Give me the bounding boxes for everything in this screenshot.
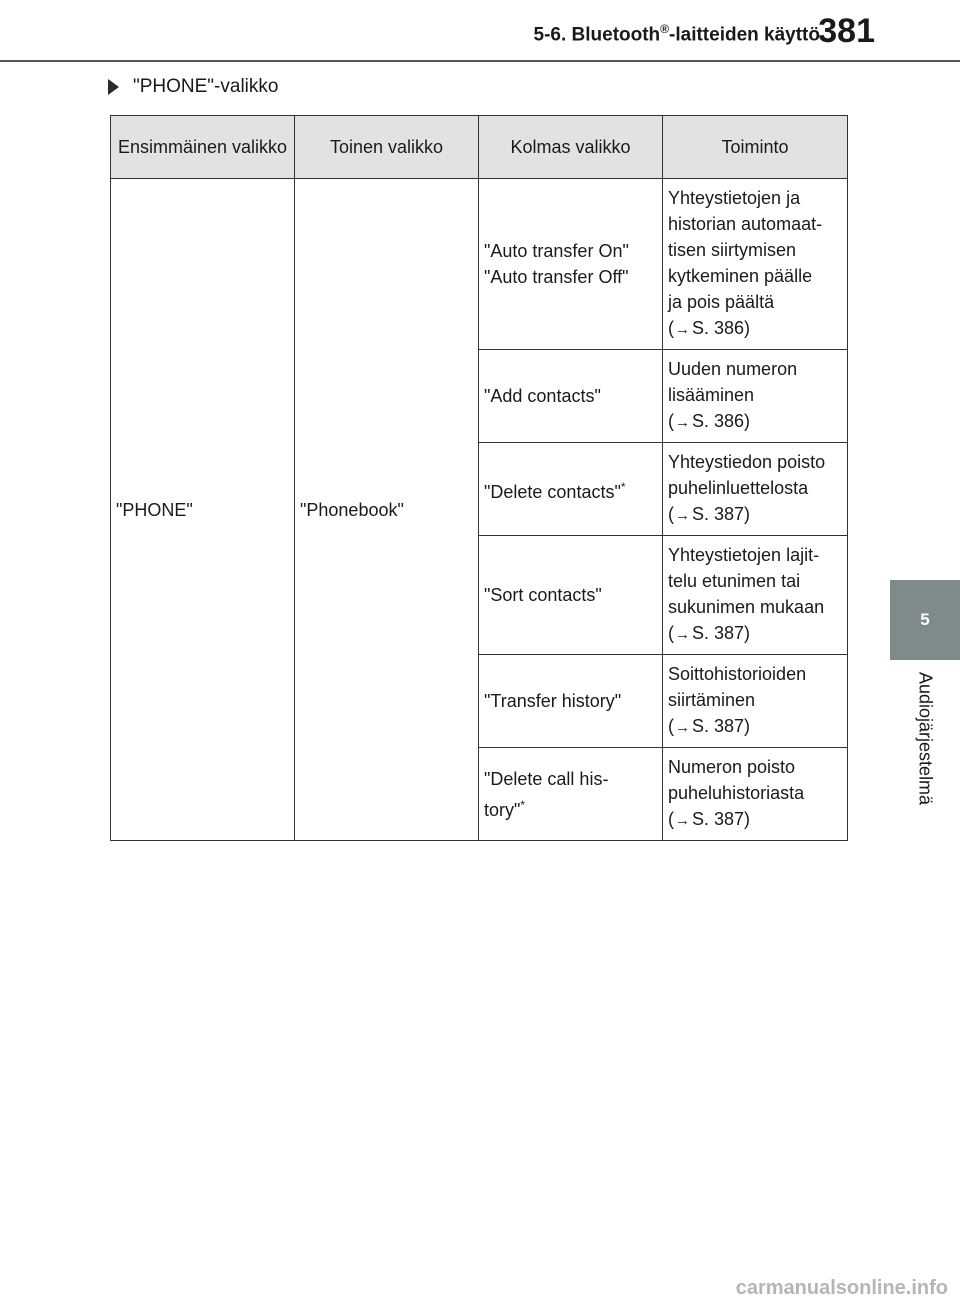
triangle-bullet-icon (108, 79, 119, 95)
page-reference-text: S. 386 (692, 411, 745, 431)
function-line: Yhteystietojen lajit- (668, 545, 820, 565)
third-menu-line: tory" (484, 799, 521, 820)
third-menu-line: "Sort contacts" (484, 585, 602, 605)
function-line: Yhteystiedon poisto (668, 452, 826, 472)
function-line: kytkeminen päälle (668, 266, 813, 286)
column-header: Ensimmäinen valikko (111, 116, 295, 179)
function-line: ja pois päältä (668, 292, 775, 312)
arrow-right-icon: → (675, 414, 690, 431)
function-cell (663, 443, 848, 536)
function-cell (663, 748, 848, 841)
function-line: siirtäminen (668, 690, 756, 710)
page-number: 381 (818, 12, 875, 50)
function-line: puhelinluettelosta (668, 478, 809, 498)
function-line: Soittohistorioiden (668, 664, 807, 684)
page-reference: (→ S. 387) (668, 713, 842, 741)
arrow-right-icon: → (675, 507, 690, 524)
function-line: tisen siirtymisen (668, 240, 797, 260)
function-line: telu etunimen tai (668, 571, 801, 591)
function-line: Yhteystietojen ja (668, 188, 801, 208)
function-cell (663, 350, 848, 443)
third-menu-cell (479, 655, 663, 748)
third-menu-line: "Transfer history" (484, 691, 622, 711)
third-menu-cell (479, 443, 663, 536)
column-header: Toinen valikko (295, 116, 479, 179)
third-menu-line: "Auto transfer Off" (484, 267, 629, 287)
footnote-asterisk: * (520, 797, 526, 812)
second-menu-cell: "Phonebook" (295, 179, 479, 841)
section-title: 5-6. Bluetooth®-laitteiden käyttö (533, 22, 820, 46)
column-header: Toiminto (663, 116, 848, 179)
menu-heading (108, 74, 278, 100)
third-menu-line: "Delete call his- (484, 768, 609, 789)
table-row (111, 179, 848, 350)
page-reference-text: S. 387 (692, 504, 745, 524)
watermark: carmanualsonline.info (735, 1277, 948, 1299)
footnote-asterisk: * (620, 479, 626, 494)
third-menu-cell (479, 536, 663, 655)
function-line: Uuden numeron (668, 359, 798, 379)
page-reference: (→ S. 386) (668, 315, 842, 343)
function-cell (663, 179, 848, 350)
phone-menu-table (110, 115, 848, 841)
third-menu-line: "Delete contacts" (484, 481, 621, 502)
third-menu-line: "Add contacts" (484, 386, 601, 406)
function-cell (663, 536, 848, 655)
page-reference-text: S. 387 (692, 623, 745, 643)
function-cell (663, 655, 848, 748)
third-menu-cell (479, 179, 663, 350)
function-line: lisääminen (668, 385, 755, 405)
table-header-row (111, 116, 848, 179)
registered-mark: ® (660, 22, 670, 36)
first-menu-cell: "PHONE" (111, 179, 295, 841)
page-reference: (→ S. 386) (668, 408, 842, 436)
arrow-right-icon: → (675, 321, 690, 338)
page-reference: (→ S. 387) (668, 806, 842, 834)
function-line: puheluhistoriasta (668, 783, 805, 803)
page-reference-text: S. 387 (692, 809, 745, 829)
third-menu-line: "Auto transfer On" (484, 241, 629, 261)
page-reference: (→ S. 387) (668, 620, 842, 648)
third-menu-cell (479, 748, 663, 841)
chapter-label: Audiojärjestelmä (915, 672, 936, 806)
chapter-tab: 5 (890, 580, 960, 660)
function-line: sukunimen mukaan (668, 597, 825, 617)
page-header (0, 0, 960, 60)
third-menu-cell (479, 350, 663, 443)
arrow-right-icon: → (675, 812, 690, 829)
page-reference: (→ S. 387) (668, 501, 842, 529)
arrow-right-icon: → (675, 626, 690, 643)
column-header: Kolmas valikko (479, 116, 663, 179)
page-reference-text: S. 387 (692, 716, 745, 736)
function-line: historian automaat- (668, 214, 823, 234)
menu-heading-text: "PHONE"-valikko (133, 76, 279, 97)
function-line: Numeron poisto (668, 757, 796, 777)
page-reference-text: S. 386 (692, 318, 745, 338)
arrow-right-icon: → (675, 719, 690, 736)
header-rule (0, 60, 960, 62)
